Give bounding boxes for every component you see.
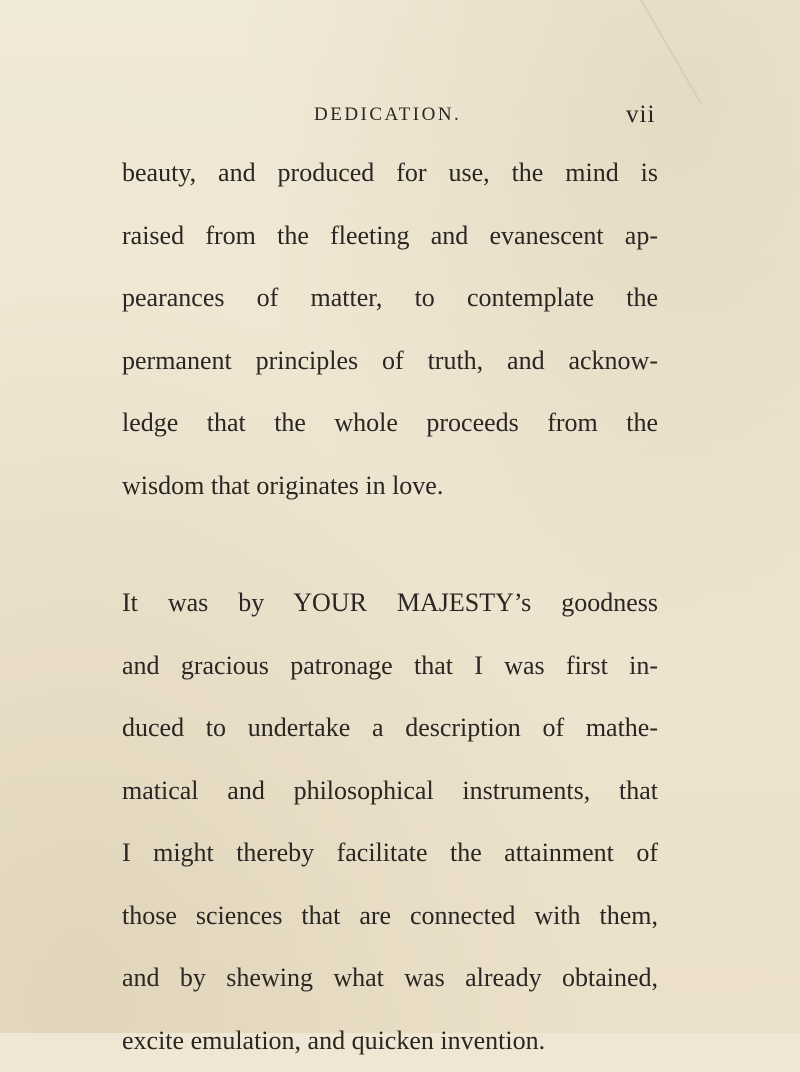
running-title: DEDICATION. — [314, 104, 461, 126]
text-line: pearances of matter, to contemplate the — [122, 267, 658, 330]
text-line: raised from the fleeting and evanescent ap- — [122, 205, 658, 268]
text-line: It was by YOUR MAJESTY’s goodness — [122, 572, 658, 635]
page-fold-shadow — [640, 0, 702, 104]
text-line: matical and philosophical instruments, that — [122, 760, 658, 823]
text-line: duced to undertake a description of mathe- — [122, 697, 658, 760]
paragraph-gap — [122, 517, 658, 572]
body-text — [122, 142, 658, 1072]
running-head — [0, 104, 800, 134]
text-line: wisdom that originates in love. — [122, 455, 658, 518]
text-line: ledge that the whole proceeds from the — [122, 392, 658, 455]
text-line: I might thereby facilitate the attainment of — [122, 822, 658, 885]
text-line: excite emulation, and quicken invention. — [122, 1010, 658, 1072]
text-line: permanent principles of truth, and acknow- — [122, 330, 658, 393]
paragraph-1 — [122, 142, 658, 517]
text-line: and by shewing what was already obtained, — [122, 947, 658, 1010]
text-line: those sciences that are connected with them, — [122, 885, 658, 948]
text-line: beauty, and produced for use, the mind is — [122, 142, 658, 205]
paragraph-2 — [122, 572, 658, 1072]
text-line: and gracious patronage that I was first in- — [122, 635, 658, 698]
page-number: vii — [626, 101, 655, 129]
